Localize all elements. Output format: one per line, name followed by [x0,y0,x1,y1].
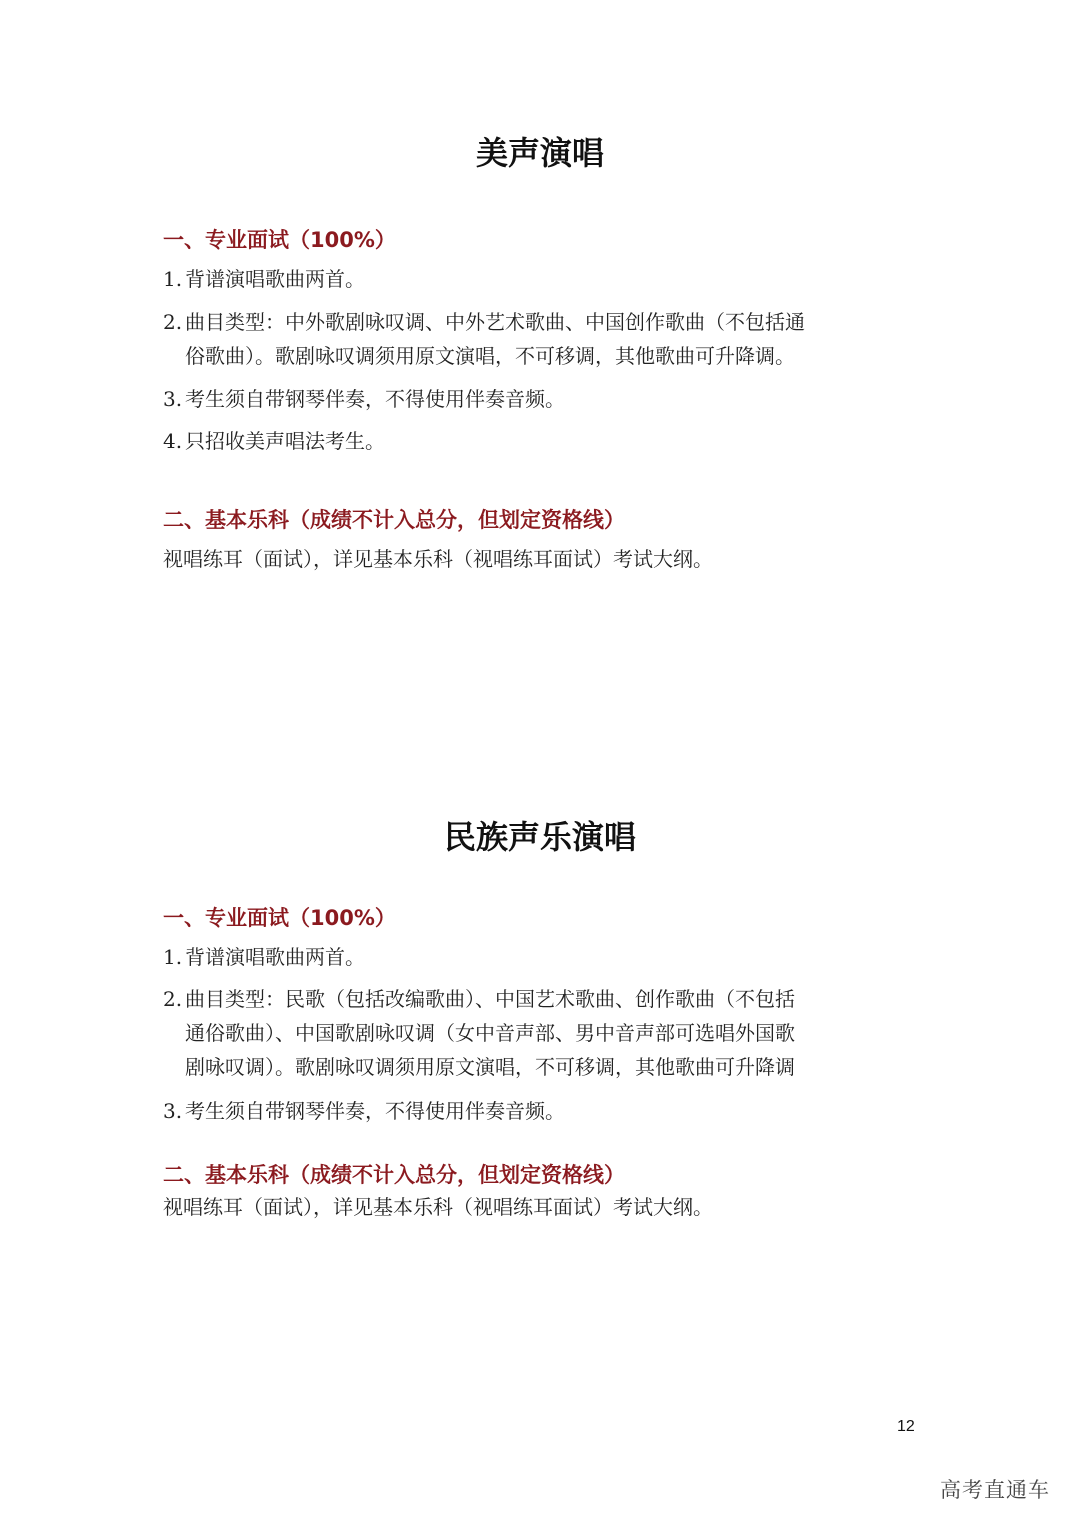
section-1-item-2: 2. 曲目类型：中外歌剧咏叹调、中外艺术歌曲、中国创作歌曲（不包括通 俗歌曲）。歌剧咏叹调须用原文演唱，不可移调，其他歌曲可升降调。 [163,310,805,368]
section-1-part-2-heading: 二、基本乐科（成绩不计入总分，但划定资格线） [163,508,625,532]
section-title-folk-vocal: 民族声乐演唱 [443,818,636,856]
section-2-item-1: 1. 背谱演唱歌曲两首。 [163,945,365,969]
page-number: 12 [897,1418,915,1435]
section-1-part-2-text: 视唱练耳（面试），详见基本乐科（视唱练耳面试）考试大纲。 [163,547,713,571]
section-1-item-4: 4. 只招收美声唱法考生。 [163,429,385,453]
section-2-part-2-heading: 二、基本乐科（成绩不计入总分，但划定资格线） [163,1163,625,1187]
section-1-item-1: 1. 背谱演唱歌曲两首。 [163,267,365,291]
section-1-item-3: 3. 考生须自带钢琴伴奏，不得使用伴奏音频。 [163,387,565,411]
section-1-part-1-heading: 一、专业面试（100%） [163,228,396,252]
section-2-part-2-text: 视唱练耳（面试），详见基本乐科（视唱练耳面试）考试大纲。 [163,1195,713,1219]
section-title-bel-canto: 美声演唱 [475,134,604,172]
section-2-item-3: 3. 考生须自带钢琴伴奏，不得使用伴奏音频。 [163,1099,565,1123]
section-2-part-1-heading: 一、专业面试（100%） [163,906,396,930]
watermark-text: 高考直通车 [940,1478,1050,1502]
section-2-item-2: 2. 曲目类型：民歌（包括改编歌曲）、中国艺术歌曲、创作歌曲（不包括 通俗歌曲）、中国歌剧咏叹调（女中音声部、男中音声部可选唱外国歌 剧咏叹调）。歌剧咏叹调须用原文演唱，不可移调，其他歌曲可升降调 [163,987,795,1079]
